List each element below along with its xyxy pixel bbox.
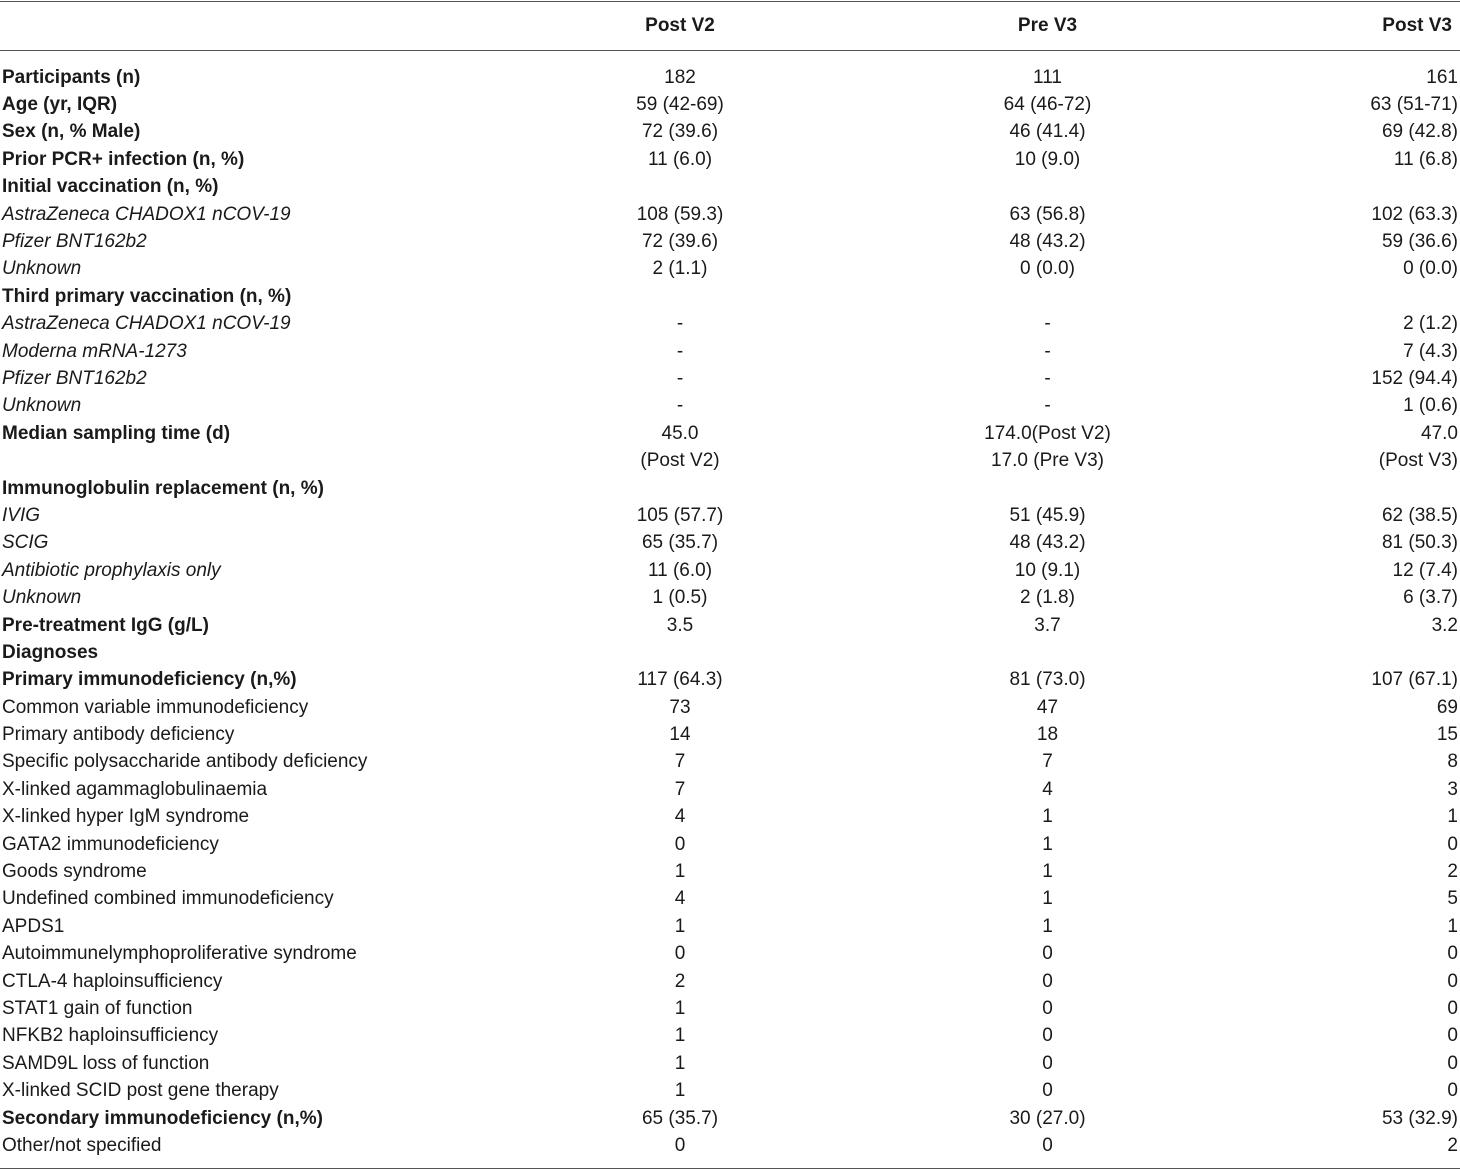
cell-post-v2: 1: [674, 861, 686, 883]
cell-pre-v3: 0: [1042, 997, 1053, 1019]
cell-post-v3: 5: [1447, 888, 1458, 910]
cell-post-v3: 11 (6.8): [1393, 148, 1458, 170]
table-row: [0, 475, 1460, 502]
cell-pre-v3: -: [1044, 313, 1051, 335]
table-row: [0, 1132, 1460, 1159]
cell-pre-v3: 48 (43.2): [1009, 532, 1086, 554]
cell-post-v2: 2 (1.1): [652, 258, 708, 280]
row-label: Autoimmunelymphoproliferative syndrome: [2, 943, 357, 965]
header-row: [0, 0, 1460, 51]
cell-post-v2: -: [676, 340, 684, 362]
table-row: [0, 283, 1460, 310]
cell-post-v3: 0 (0.0): [1403, 258, 1458, 280]
cell-post-v2: [495, 639, 865, 666]
table-row: [0, 557, 1460, 584]
row-label: Age (yr, IQR): [2, 94, 118, 116]
table-row: [0, 858, 1460, 885]
cell-post-v2: 7: [674, 778, 686, 800]
row-label: CTLA-4 haploinsufficiency: [2, 970, 223, 992]
row-label: Pre-treatment IgG (g/L): [2, 614, 209, 636]
cell-post-v3: 0: [1447, 1080, 1458, 1102]
cell-pre-v3: 0: [1042, 970, 1053, 992]
row-label: NFKB2 haploinsufficiency: [2, 1025, 219, 1047]
cell-post-v3: [1230, 283, 1460, 310]
row-label: Unknown: [2, 587, 82, 609]
cell-pre-v3: 1: [1042, 888, 1053, 910]
cell-post-v3: 0: [1447, 997, 1458, 1019]
cell-post-v3: 69 (42.8): [1381, 121, 1458, 143]
row-label: Participants (n): [2, 66, 141, 88]
table-row: [0, 146, 1460, 173]
cell-post-v3: 1: [1447, 806, 1458, 828]
cell-post-v3: [1230, 174, 1460, 201]
cell-pre-v3: 1: [1042, 915, 1053, 937]
cell-post-v2: 65 (35.7): [641, 532, 719, 554]
cell-post-v3: 152 (94.4): [1371, 367, 1458, 389]
cell-post-v2: 45.0: [661, 422, 699, 444]
table-row: [0, 639, 1460, 666]
cell-post-v3: 53 (32.9): [1381, 1107, 1458, 1129]
cell-post-v2: 1 (0.5): [652, 587, 708, 609]
cell-post-v3: 8: [1447, 751, 1458, 773]
header-pre-v3: Pre V3: [1017, 14, 1078, 36]
cell-post-v3: 7 (4.3): [1403, 340, 1458, 362]
header-post-v3: Post V3: [1382, 14, 1452, 36]
row-label: Other/not specified: [2, 1134, 162, 1156]
row-label: Secondary immunodeficiency (n,%): [2, 1107, 323, 1129]
row-label: Prior PCR+ infection (n, %): [2, 148, 245, 170]
cell-post-v3: [1230, 475, 1460, 502]
table-row: [0, 1023, 1460, 1050]
table-row: [0, 584, 1460, 611]
row-label: GATA2 immunodeficiency: [2, 833, 219, 855]
cell-post-v3: 107 (67.1): [1371, 669, 1458, 691]
row-label: X-linked hyper IgM syndrome: [2, 806, 250, 828]
table-row: [0, 530, 1460, 557]
cell-post-v2: 14: [669, 724, 691, 746]
cell-post-v2: 11 (6.0): [647, 148, 713, 170]
table-row: [0, 64, 1460, 91]
row-label: Unknown: [2, 258, 82, 280]
row-label: Primary immunodeficiency (n,%): [2, 669, 297, 691]
cell-post-v3: 15: [1436, 724, 1458, 746]
table-row: [0, 201, 1460, 228]
table-row: [0, 174, 1460, 201]
row-label: IVIG: [2, 504, 41, 526]
cell-post-v2: 117 (64.3): [637, 669, 723, 691]
cell-post-v2: 1: [674, 997, 686, 1019]
table-row: [0, 941, 1460, 968]
cell-pre-v3: 18: [1036, 724, 1059, 746]
table-row: [0, 968, 1460, 995]
row-label: Median sampling time (d): [2, 422, 231, 444]
row-label: Common variable immunodeficiency: [2, 696, 309, 718]
cell-pre-v3: [865, 475, 1230, 502]
row-label: Third primary vaccination (n, %): [2, 285, 292, 307]
row-label: Specific polysaccharide antibody deficiency: [2, 751, 368, 773]
cell-post-v3: 2: [1447, 861, 1458, 883]
cell-post-v3: 0: [1447, 833, 1458, 855]
table-body: [0, 51, 1460, 1160]
cell-pre-v3: -: [1044, 367, 1051, 389]
cell-pre-v3: 64 (46-72): [1003, 94, 1092, 116]
cell-post-v3: [1230, 639, 1460, 666]
cell-post-v2: 182: [664, 66, 696, 88]
row-label: Antibiotic prophylaxis only: [2, 559, 221, 581]
row-label: Moderna mRNA-1273: [2, 340, 187, 362]
cell-pre-v3: -: [1044, 395, 1051, 417]
cell-post-v3: 161: [1426, 66, 1458, 88]
table-row: [0, 831, 1460, 858]
row-label: Initial vaccination (n, %): [2, 176, 219, 198]
cell-pre-v3: [865, 283, 1230, 310]
table-row: [0, 256, 1460, 283]
row-label: SCIG: [2, 532, 49, 554]
cell-post-v3: 81 (50.3): [1381, 532, 1458, 554]
row-label: AstraZeneca CHADOX1 nCOV-19: [2, 203, 291, 225]
cell-pre-v3: 1: [1042, 861, 1053, 883]
cell-pre-v3: 174.0(Post V2): [984, 422, 1111, 444]
cell-pre-v3: 1: [1042, 806, 1053, 828]
table-row: [0, 612, 1460, 639]
header-spacer: [0, 51, 1460, 64]
cell-post-v2: 7: [674, 751, 686, 773]
row-label: X-linked SCID post gene therapy: [2, 1080, 279, 1102]
table-row: [0, 365, 1460, 392]
cell-pre-v3: 10 (9.1): [1014, 559, 1081, 581]
cell-post-v2: 0: [674, 1134, 686, 1156]
table-header: [0, 0, 1460, 51]
cell-pre-v3: [865, 639, 1230, 666]
cell-post-v3: 1: [1447, 915, 1458, 937]
table-row: [0, 913, 1460, 940]
cell-post-v2: 108 (59.3): [636, 203, 724, 225]
cell-pre-v3: 0: [1042, 1080, 1053, 1102]
cell-pre-v3: 47: [1036, 696, 1059, 718]
table-row: [0, 338, 1460, 365]
cell-post-v2: 1: [674, 1052, 686, 1074]
cell-post-v3: 59 (36.6): [1381, 231, 1458, 253]
table-row: [0, 91, 1460, 118]
cell-pre-v3: 1: [1042, 833, 1053, 855]
row-label: [0, 447, 495, 474]
table-row: [0, 721, 1460, 748]
cell-pre-v3: 0: [1042, 1134, 1053, 1156]
cell-post-v2: 4: [674, 888, 686, 910]
cell-post-v3: 47.0: [1421, 422, 1458, 444]
cell-post-v2: 65 (35.7): [641, 1107, 719, 1129]
cell-post-v3: 6 (3.7): [1403, 587, 1458, 609]
cell-post-v3: 0: [1447, 1052, 1458, 1074]
row-label: X-linked agammaglobulinaemia: [2, 778, 268, 800]
row-label: Diagnoses: [2, 641, 99, 663]
row-label: Immunoglobulin replacement (n, %): [2, 477, 324, 499]
cell-post-v3: 63 (51-71): [1370, 94, 1458, 116]
cell-pre-v3: 7: [1042, 751, 1053, 773]
cell-post-v2: 105 (57.7): [636, 504, 724, 526]
row-label: Pfizer BNT162b2: [2, 231, 147, 253]
cell-post-v2: [495, 283, 865, 310]
cell-pre-v3: 10 (9.0): [1014, 148, 1081, 170]
cell-pre-v3: 63 (56.8): [1009, 203, 1086, 225]
cell-post-v2: 1: [674, 1080, 686, 1102]
cell-post-v3: 62 (38.5): [1381, 504, 1458, 526]
cell-post-v3: 3.2: [1431, 614, 1458, 636]
cell-post-v2: (Post V2): [640, 450, 720, 472]
row-label: Sex (n, % Male): [2, 121, 141, 143]
cell-post-v2: -: [676, 313, 684, 335]
header-label-column: [0, 0, 495, 51]
cell-pre-v3: 51 (45.9): [1009, 504, 1086, 526]
table-row: [0, 886, 1460, 913]
cell-post-v3: 0: [1447, 970, 1458, 992]
cell-pre-v3: -: [1044, 340, 1051, 362]
cell-post-v3: 2 (1.2): [1403, 313, 1458, 335]
table-row: [0, 447, 1460, 474]
cell-post-v3: 69: [1436, 696, 1458, 718]
cell-post-v2: 1: [674, 1025, 686, 1047]
cell-post-v2: [495, 174, 865, 201]
table-row: [0, 311, 1460, 338]
cell-post-v2: 11 (6.0): [647, 559, 713, 581]
cell-post-v2: [495, 475, 865, 502]
table-row: [0, 420, 1460, 447]
table-row: [0, 119, 1460, 146]
table-row: [0, 667, 1460, 694]
cell-post-v3: 1 (0.6): [1403, 395, 1458, 417]
cell-pre-v3: 0: [1042, 1025, 1053, 1047]
table-row: [0, 694, 1460, 721]
cell-post-v2: -: [676, 395, 684, 417]
cell-post-v2: 59 (42-69): [636, 94, 724, 116]
row-label: Primary antibody deficiency: [2, 724, 235, 746]
row-label: AstraZeneca CHADOX1 nCOV-19: [2, 313, 291, 335]
table-row: [0, 1105, 1460, 1132]
cell-post-v2: 0: [674, 943, 686, 965]
table-row: [0, 1077, 1460, 1104]
cell-post-v2: 1: [674, 915, 686, 937]
table-row: [0, 228, 1460, 255]
cell-post-v3: 0: [1447, 1025, 1458, 1047]
table-row: [0, 776, 1460, 803]
table-row: [0, 502, 1460, 529]
cell-pre-v3: 0: [1042, 943, 1053, 965]
cell-post-v3: (Post V3): [1378, 450, 1458, 472]
cell-pre-v3: 3.7: [1034, 614, 1061, 636]
cell-pre-v3: 0 (0.0): [1020, 258, 1075, 280]
cell-post-v2: 4: [674, 806, 686, 828]
cell-pre-v3: 111: [1033, 66, 1062, 88]
table-row: [0, 1050, 1460, 1077]
cell-post-v2: 73: [669, 696, 691, 718]
cell-post-v3: 102 (63.3): [1371, 203, 1458, 225]
row-label: APDS1: [2, 915, 65, 937]
table-row: [0, 393, 1460, 420]
row-label: SAMD9L loss of function: [2, 1052, 210, 1074]
table-row: [0, 749, 1460, 776]
table-row: [0, 995, 1460, 1022]
header-post-v2: Post V2: [645, 14, 715, 36]
cell-pre-v3: 30 (27.0): [1009, 1107, 1086, 1129]
cell-pre-v3: 81 (73.0): [1009, 669, 1086, 691]
cell-pre-v3: 48 (43.2): [1009, 231, 1086, 253]
cell-pre-v3: 46 (41.4): [1009, 121, 1086, 143]
cell-pre-v3: 17.0 (Pre V3): [991, 450, 1104, 472]
cell-pre-v3: 0: [1042, 1052, 1053, 1074]
table-row: [0, 804, 1460, 831]
cell-pre-v3: 4: [1042, 778, 1053, 800]
row-label: Goods syndrome: [2, 861, 147, 883]
row-label: Unknown: [2, 395, 82, 417]
row-label: STAT1 gain of function: [2, 997, 193, 1019]
cell-post-v3: 3: [1447, 778, 1458, 800]
cell-post-v2: -: [676, 367, 684, 389]
cell-post-v2: 0: [674, 833, 686, 855]
cell-pre-v3: [865, 174, 1230, 201]
cell-post-v2: 72 (39.6): [641, 231, 719, 253]
row-label: Undefined combined immunodeficiency: [2, 888, 334, 910]
cell-post-v2: 3.5: [666, 614, 694, 636]
cell-post-v2: 72 (39.6): [641, 121, 719, 143]
cell-pre-v3: 2 (1.8): [1020, 587, 1075, 609]
table-bottom-rule: [0, 1168, 1460, 1169]
cell-post-v3: 0: [1447, 943, 1458, 965]
cell-post-v3: 12 (7.4): [1392, 559, 1458, 581]
cell-post-v2: 2: [674, 970, 686, 992]
cell-post-v3: 2: [1447, 1134, 1458, 1156]
row-label: Pfizer BNT162b2: [2, 367, 147, 389]
